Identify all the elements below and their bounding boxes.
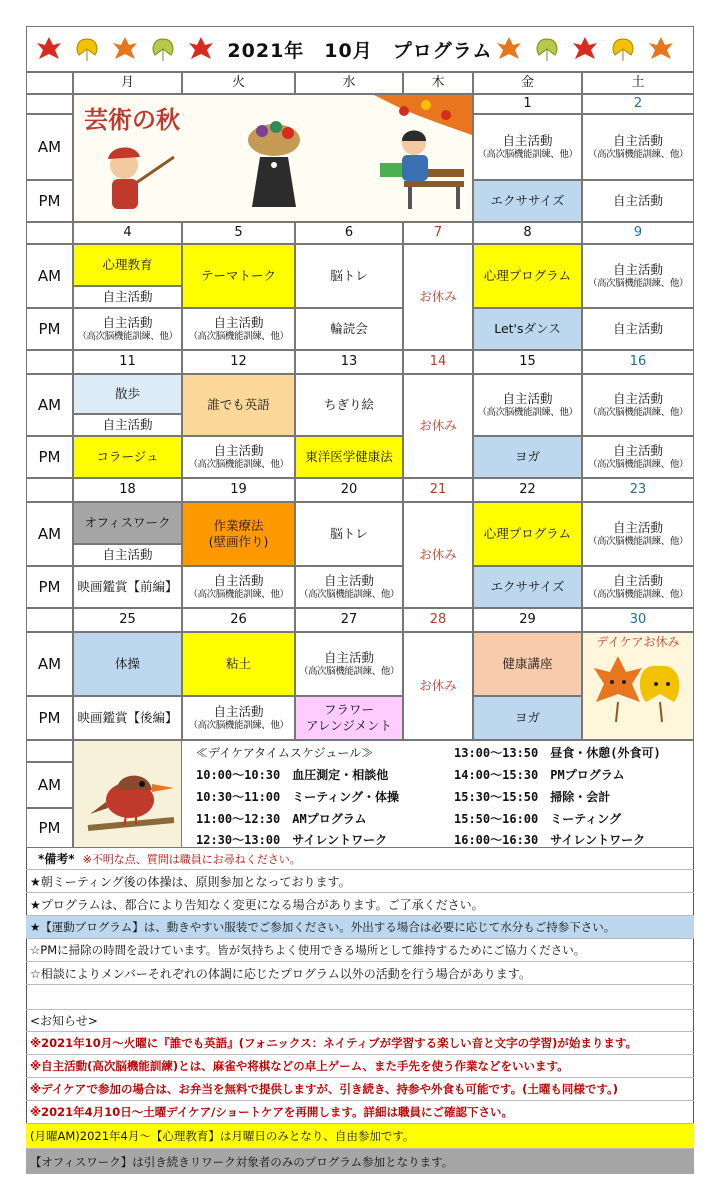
schedule-left-4: 12:30～13:00 サイレントワーク: [196, 833, 388, 847]
w2-wed-date: 6: [295, 222, 403, 244]
w3-sat-pm: 自主活動 （高次脳機能訓練、他）: [582, 436, 694, 478]
page-title: 2021年 10月 プログラム: [227, 39, 493, 62]
w5-pm-label: PM: [26, 696, 73, 740]
w5-fri-date: 29: [473, 608, 582, 632]
w4-mon-date: 18: [73, 478, 182, 502]
note-line-1: ★朝ミーティング後の体操は、原則参加となっております。: [26, 870, 694, 893]
w3-fri-pm: ヨガ: [473, 436, 582, 478]
autumn-leaf-characters-icon: [588, 650, 688, 730]
art-autumn-title: 芸術の秋: [84, 106, 180, 134]
w3-mon-date: 11: [73, 350, 182, 374]
w3-mon-am: 散歩: [73, 374, 182, 414]
w3-mon-am2: 自主活動: [73, 414, 182, 436]
w2-pm-label: PM: [26, 308, 73, 350]
announce-heading: <お知らせ>: [26, 1010, 694, 1032]
w4-thu-closed: お休み: [403, 502, 473, 608]
w2-sat-am: 自主活動 （高次脳機能訓練、他）: [582, 244, 694, 308]
announce-gray: 【オフィスワーク】は引き続きリワーク対象者のみのプログラム参加となります。: [26, 1149, 694, 1174]
weekday-mon: 月: [73, 72, 182, 94]
w5-label-blank: [26, 608, 73, 632]
w2-sat-date: 9: [582, 222, 694, 244]
weekday-tue: 火: [182, 72, 295, 94]
note-line-4: ☆PMに掃除の時間を設けています。皆が気持ちよく使用できる場所として維持するためにご協力ください。: [26, 939, 694, 962]
bird-illustration: [73, 740, 182, 848]
notes-heading-sub: ※不明な点、質問は職員にお尋ねください。: [82, 852, 301, 866]
sched-am-label: AM: [26, 762, 73, 808]
w2-tue-pm: 自主活動 （高次脳機能訓練、他）: [182, 308, 295, 350]
note-line-5: ☆相談によりメンバーそれぞれの体調に応じたプログラム以外の活動を行う場合があります。: [26, 962, 694, 985]
w5-wed-date: 27: [295, 608, 403, 632]
sched-label-blank: [26, 740, 73, 762]
w3-pm-label: PM: [26, 436, 73, 478]
w4-tue-am: 作業療法 (壁画作り): [182, 502, 295, 566]
w3-wed-date: 13: [295, 350, 403, 374]
w2-thu-closed: お休み: [403, 244, 473, 350]
w5-mon-pm: 映画鑑賞【後編】: [73, 696, 182, 740]
w4-thu-date: 21: [403, 478, 473, 502]
w4-tue-date: 19: [182, 478, 295, 502]
kingfisher-bird-icon: [78, 744, 178, 844]
w1-sat-pm: 自主活動: [582, 180, 694, 222]
w5-fri-pm: ヨガ: [473, 696, 582, 740]
week1-pm-label: PM: [26, 180, 73, 222]
schedule-left-2: 10:30～11:00 ミーティング・体操: [196, 790, 400, 804]
w2-am-label: AM: [26, 244, 73, 308]
w5-mon-am: 体操: [73, 632, 182, 696]
w5-fri-am: 健康講座: [473, 632, 582, 696]
w5-thu-date: 28: [403, 608, 473, 632]
schedule-heading: ≪デイケアタイムスケジュール≫: [196, 746, 374, 760]
note-line-3: ★【運動プログラム】は、動きやすい服装でご参加ください。外出する場合は必要に応じて水分もご持参下さい。: [26, 916, 694, 939]
w5-tue-date: 26: [182, 608, 295, 632]
w3-tue-pm: 自主活動 （高次脳機能訓練、他）: [182, 436, 295, 478]
w2-mon-pm: 自主活動 （高次脳機能訓練、他）: [73, 308, 182, 350]
w2-tue-am: テーマトーク: [182, 244, 295, 308]
w4-mon-am: オフィスワーク: [73, 502, 182, 544]
w3-thu-closed: お休み: [403, 374, 473, 478]
w5-tue-am: 粘土: [182, 632, 295, 696]
schedule-left-1: 10:00～10:30 血圧測定・相談他: [196, 768, 389, 782]
schedule-left-3: 11:00～12:30 AMプログラム: [196, 812, 367, 826]
w2-mon-date: 4: [73, 222, 182, 244]
schedule-right-5: 16:00～16:30 サイレントワーク: [454, 833, 646, 847]
w5-sat-date: 30: [582, 608, 694, 632]
w5-sat-closed: デイケアお休み: [582, 632, 694, 740]
leaf-decor-left: [35, 35, 225, 63]
w4-sat-am: 自主活動 （高次脳機能訓練、他）: [582, 502, 694, 566]
w2-sat-pm: 自主活動: [582, 308, 694, 350]
note-line-2: ★プログラムは、都合により告知なく変更になる場合があります。ご了承ください。: [26, 893, 694, 916]
schedule-right-4: 15:50～16:00 ミーティング: [454, 812, 622, 826]
w4-mon-am2: 自主活動: [73, 544, 182, 566]
w3-fri-date: 15: [473, 350, 582, 374]
schedule-right-1: 13:00～13:50 昼食・休憩(外食可): [454, 746, 661, 760]
w4-sat-pm: 自主活動 （高次脳機能訓練、他）: [582, 566, 694, 608]
w4-label-blank: [26, 478, 73, 502]
note-blank: [26, 985, 694, 1010]
w3-sat-date: 16: [582, 350, 694, 374]
w2-mon-am2: 自主活動: [73, 286, 182, 308]
w2-mon-am: 心理教育: [73, 244, 182, 286]
notes-heading: *備考*: [38, 852, 75, 866]
w3-sat-am: 自主活動 （高次脳機能訓練、他）: [582, 374, 694, 436]
w5-mon-date: 25: [73, 608, 182, 632]
announce-yellow: (月曜AM)2021年4月～【心理教育】は月曜日のみとなり、自由参加です。: [26, 1124, 694, 1149]
schedule-right-3: 15:30～15:50 掃除・会計: [454, 790, 611, 804]
w1-fri-am: 自主活動 （高次脳機能訓練、他）: [473, 114, 582, 180]
notes-heading-row: [26, 848, 694, 870]
w5-tue-pm: 自主活動 （高次脳機能訓練、他）: [182, 696, 295, 740]
w3-wed-am: ちぎり絵: [295, 374, 403, 436]
w4-fri-pm: エクササイズ: [473, 566, 582, 608]
w1-fri-pm: エクササイズ: [473, 180, 582, 222]
w4-mon-pm: 映画鑑賞【前編】: [73, 566, 182, 608]
announce-line-2: ※自主活動(高次脳機能訓練)とは、麻雀や将棋などの卓上ゲーム、また手先を使う作業などをいいます。: [26, 1055, 694, 1078]
w2-fri-am: 心理プログラム: [473, 244, 582, 308]
leaf-decor-right: [495, 35, 685, 63]
weekday-thu: 木: [403, 72, 473, 94]
w5-wed-am: 自主活動 （高次脳機能訓練、他）: [295, 632, 403, 696]
w4-pm-label: PM: [26, 566, 73, 608]
w4-sat-date: 23: [582, 478, 694, 502]
w2-tue-date: 5: [182, 222, 295, 244]
w2-wed-am: 脳トレ: [295, 244, 403, 308]
art-autumn-illustration: [73, 94, 473, 222]
w3-tue-am: 誰でも英語: [182, 374, 295, 436]
week1-am-label: AM: [26, 114, 73, 180]
w2-fri-date: 8: [473, 222, 582, 244]
w3-mon-pm: コラージュ: [73, 436, 182, 478]
w3-wed-pm: 東洋医学健康法: [295, 436, 403, 478]
w3-tue-date: 12: [182, 350, 295, 374]
w1-sat-am: 自主活動 （高次脳機能訓練、他）: [582, 114, 694, 180]
w4-am-label: AM: [26, 502, 73, 566]
w4-tue-pm: 自主活動 （高次脳機能訓練、他）: [182, 566, 295, 608]
announce-line-3: ※デイケアで参加の場合は、お弁当を無料で提供しますが、引き続き、持参や外食も可能です。(土曜も同様です。): [26, 1078, 694, 1101]
weekday-wed: 水: [295, 72, 403, 94]
w4-wed-pm: 自主活動 （高次脳機能訓練、他）: [295, 566, 403, 608]
schedule-right-2: 14:00～15:30 PMプログラム: [454, 768, 625, 782]
weekday-fri: 金: [473, 72, 582, 94]
w4-wed-date: 20: [295, 478, 403, 502]
w4-fri-am: 心理プログラム: [473, 502, 582, 566]
w2-thu-date: 7: [403, 222, 473, 244]
w2-label-blank: [26, 222, 73, 244]
w5-wed-pm: フラワー アレンジメント: [295, 696, 403, 740]
w2-fri-pm: Let'sダンス: [473, 308, 582, 350]
corner-cell: [26, 72, 73, 94]
w4-fri-date: 22: [473, 478, 582, 502]
weekday-sat: 土: [582, 72, 694, 94]
autumn-leaves-icon: [35, 35, 225, 63]
w2-wed-pm: 輪読会: [295, 308, 403, 350]
w3-fri-am: 自主活動 （高次脳機能訓練、他）: [473, 374, 582, 436]
sched-pm-label: PM: [26, 808, 73, 848]
w1-fri-date: 1: [473, 94, 582, 114]
w1-sat-date: 2: [582, 94, 694, 114]
w3-label-blank: [26, 350, 73, 374]
w3-am-label: AM: [26, 374, 73, 436]
announce-line-1: ※2021年10月～火曜に『誰でも英語』(フォニックス：ネイティブが学習する楽しい音と文字の学習)が始まります。: [26, 1032, 694, 1055]
w5-thu-closed: お休み: [403, 632, 473, 740]
w5-am-label: AM: [26, 632, 73, 696]
announce-line-4: ※2021年4月10日～土曜デイケア/ショートケアを再開します。詳細は職員にご確認下さい。: [26, 1101, 694, 1124]
autumn-leaves-icon: [495, 35, 685, 63]
w3-thu-date: 14: [403, 350, 473, 374]
w4-wed-am: 脳トレ: [295, 502, 403, 566]
title-bar: [26, 26, 694, 72]
week1-label-blank: [26, 94, 73, 114]
